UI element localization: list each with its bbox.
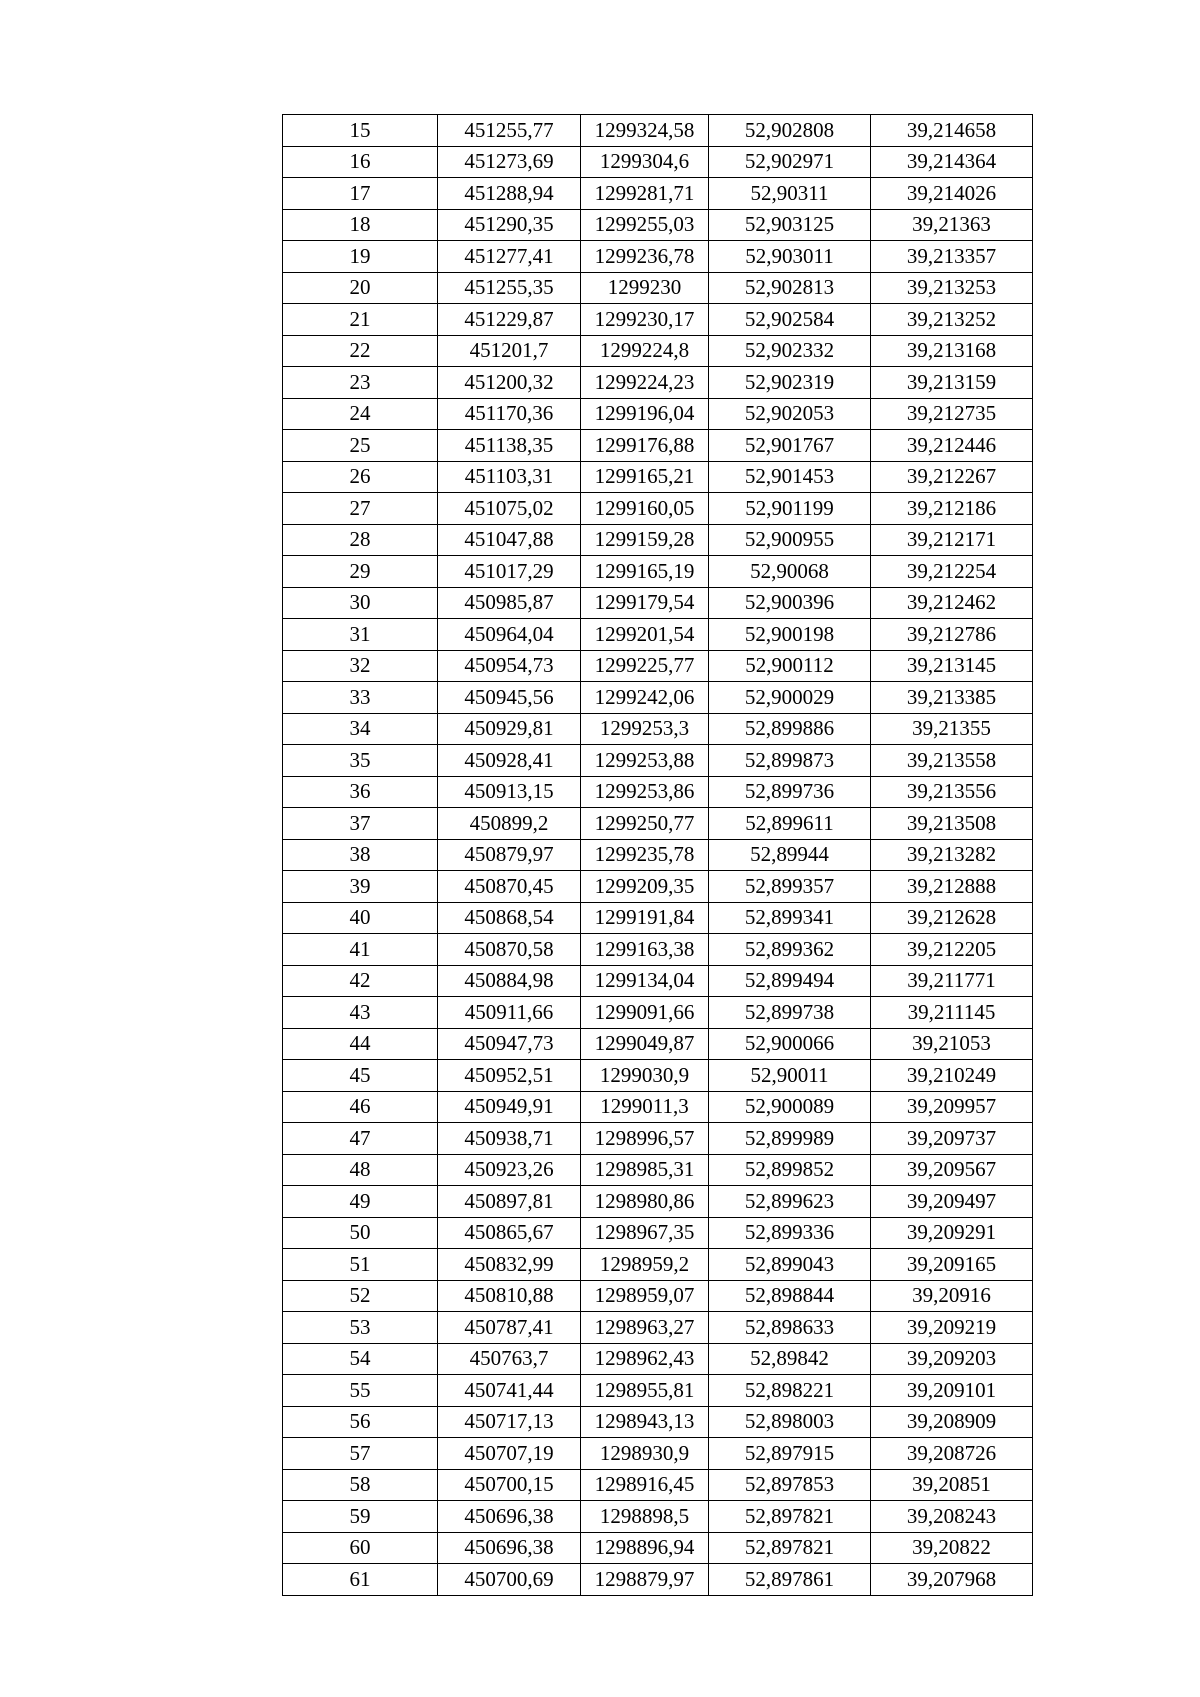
x-coordinate-cell: 451288,94 xyxy=(438,178,581,210)
longitude-cell: 39,214658 xyxy=(871,115,1033,147)
table-row xyxy=(283,713,1033,745)
longitude-cell: 39,21363 xyxy=(871,209,1033,241)
point-number-cell: 19 xyxy=(283,241,438,273)
x-coordinate-cell: 450870,58 xyxy=(438,934,581,966)
latitude-cell: 52,901199 xyxy=(709,493,871,525)
point-number-cell: 53 xyxy=(283,1312,438,1344)
point-number-cell: 58 xyxy=(283,1469,438,1501)
y-coordinate-cell: 1299224,23 xyxy=(581,367,709,399)
latitude-cell: 52,900396 xyxy=(709,587,871,619)
longitude-cell: 39,20851 xyxy=(871,1469,1033,1501)
longitude-cell: 39,212171 xyxy=(871,524,1033,556)
latitude-cell: 52,900112 xyxy=(709,650,871,682)
latitude-cell: 52,897821 xyxy=(709,1501,871,1533)
latitude-cell: 52,90011 xyxy=(709,1060,871,1092)
y-coordinate-cell: 1299134,04 xyxy=(581,965,709,997)
latitude-cell: 52,90311 xyxy=(709,178,871,210)
table-row xyxy=(283,1154,1033,1186)
latitude-cell: 52,902813 xyxy=(709,272,871,304)
longitude-cell: 39,212628 xyxy=(871,902,1033,934)
point-number-cell: 26 xyxy=(283,461,438,493)
point-number-cell: 46 xyxy=(283,1091,438,1123)
y-coordinate-cell: 1299196,04 xyxy=(581,398,709,430)
x-coordinate-cell: 450865,67 xyxy=(438,1217,581,1249)
point-number-cell: 35 xyxy=(283,745,438,777)
table-row xyxy=(283,1469,1033,1501)
longitude-cell: 39,213252 xyxy=(871,304,1033,336)
latitude-cell: 52,901767 xyxy=(709,430,871,462)
longitude-cell: 39,213357 xyxy=(871,241,1033,273)
y-coordinate-cell: 1298963,27 xyxy=(581,1312,709,1344)
longitude-cell: 39,213508 xyxy=(871,808,1033,840)
point-number-cell: 56 xyxy=(283,1406,438,1438)
point-number-cell: 50 xyxy=(283,1217,438,1249)
longitude-cell: 39,209567 xyxy=(871,1154,1033,1186)
y-coordinate-cell: 1299225,77 xyxy=(581,650,709,682)
x-coordinate-cell: 451255,77 xyxy=(438,115,581,147)
latitude-cell: 52,902584 xyxy=(709,304,871,336)
point-number-cell: 54 xyxy=(283,1343,438,1375)
latitude-cell: 52,897853 xyxy=(709,1469,871,1501)
latitude-cell: 52,900029 xyxy=(709,682,871,714)
point-number-cell: 25 xyxy=(283,430,438,462)
longitude-cell: 39,209291 xyxy=(871,1217,1033,1249)
point-number-cell: 27 xyxy=(283,493,438,525)
coordinates-table-body xyxy=(283,115,1033,1596)
table-row xyxy=(283,1123,1033,1155)
y-coordinate-cell: 1298959,07 xyxy=(581,1280,709,1312)
latitude-cell: 52,899852 xyxy=(709,1154,871,1186)
y-coordinate-cell: 1299236,78 xyxy=(581,241,709,273)
x-coordinate-cell: 450707,19 xyxy=(438,1438,581,1470)
point-number-cell: 49 xyxy=(283,1186,438,1218)
point-number-cell: 43 xyxy=(283,997,438,1029)
latitude-cell: 52,899738 xyxy=(709,997,871,1029)
latitude-cell: 52,903125 xyxy=(709,209,871,241)
x-coordinate-cell: 450700,69 xyxy=(438,1564,581,1596)
longitude-cell: 39,213159 xyxy=(871,367,1033,399)
point-number-cell: 30 xyxy=(283,587,438,619)
longitude-cell: 39,210249 xyxy=(871,1060,1033,1092)
longitude-cell: 39,209203 xyxy=(871,1343,1033,1375)
y-coordinate-cell: 1298959,2 xyxy=(581,1249,709,1281)
y-coordinate-cell: 1299191,84 xyxy=(581,902,709,934)
table-row xyxy=(283,398,1033,430)
table-row xyxy=(283,1312,1033,1344)
point-number-cell: 15 xyxy=(283,115,438,147)
point-number-cell: 48 xyxy=(283,1154,438,1186)
point-number-cell: 17 xyxy=(283,178,438,210)
table-row xyxy=(283,619,1033,651)
latitude-cell: 52,899611 xyxy=(709,808,871,840)
y-coordinate-cell: 1299201,54 xyxy=(581,619,709,651)
latitude-cell: 52,900198 xyxy=(709,619,871,651)
y-coordinate-cell: 1298896,94 xyxy=(581,1532,709,1564)
longitude-cell: 39,212254 xyxy=(871,556,1033,588)
table-row xyxy=(283,115,1033,147)
x-coordinate-cell: 450913,15 xyxy=(438,776,581,808)
table-row xyxy=(283,1186,1033,1218)
x-coordinate-cell: 451103,31 xyxy=(438,461,581,493)
table-row xyxy=(283,1280,1033,1312)
y-coordinate-cell: 1299091,66 xyxy=(581,997,709,1029)
table-row xyxy=(283,461,1033,493)
longitude-cell: 39,211771 xyxy=(871,965,1033,997)
longitude-cell: 39,21053 xyxy=(871,1028,1033,1060)
x-coordinate-cell: 450696,38 xyxy=(438,1501,581,1533)
latitude-cell: 52,899043 xyxy=(709,1249,871,1281)
x-coordinate-cell: 450954,73 xyxy=(438,650,581,682)
y-coordinate-cell: 1298943,13 xyxy=(581,1406,709,1438)
point-number-cell: 39 xyxy=(283,871,438,903)
x-coordinate-cell: 451075,02 xyxy=(438,493,581,525)
y-coordinate-cell: 1299230,17 xyxy=(581,304,709,336)
y-coordinate-cell: 1299176,88 xyxy=(581,430,709,462)
table-row xyxy=(283,682,1033,714)
longitude-cell: 39,207968 xyxy=(871,1564,1033,1596)
point-number-cell: 23 xyxy=(283,367,438,399)
x-coordinate-cell: 451138,35 xyxy=(438,430,581,462)
point-number-cell: 44 xyxy=(283,1028,438,1060)
latitude-cell: 52,899873 xyxy=(709,745,871,777)
longitude-cell: 39,213556 xyxy=(871,776,1033,808)
y-coordinate-cell: 1298898,5 xyxy=(581,1501,709,1533)
table-row xyxy=(283,1091,1033,1123)
table-row xyxy=(283,934,1033,966)
longitude-cell: 39,209219 xyxy=(871,1312,1033,1344)
x-coordinate-cell: 450938,71 xyxy=(438,1123,581,1155)
x-coordinate-cell: 450696,38 xyxy=(438,1532,581,1564)
y-coordinate-cell: 1299011,3 xyxy=(581,1091,709,1123)
x-coordinate-cell: 450879,97 xyxy=(438,839,581,871)
longitude-cell: 39,214364 xyxy=(871,146,1033,178)
x-coordinate-cell: 451017,29 xyxy=(438,556,581,588)
table-row xyxy=(283,1217,1033,1249)
table-row xyxy=(283,1564,1033,1596)
x-coordinate-cell: 450964,04 xyxy=(438,619,581,651)
x-coordinate-cell: 451047,88 xyxy=(438,524,581,556)
point-number-cell: 52 xyxy=(283,1280,438,1312)
latitude-cell: 52,899336 xyxy=(709,1217,871,1249)
longitude-cell: 39,212186 xyxy=(871,493,1033,525)
longitude-cell: 39,213282 xyxy=(871,839,1033,871)
x-coordinate-cell: 451290,35 xyxy=(438,209,581,241)
point-number-cell: 51 xyxy=(283,1249,438,1281)
y-coordinate-cell: 1299253,86 xyxy=(581,776,709,808)
y-coordinate-cell: 1299324,58 xyxy=(581,115,709,147)
longitude-cell: 39,212446 xyxy=(871,430,1033,462)
x-coordinate-cell: 450985,87 xyxy=(438,587,581,619)
table-row xyxy=(283,493,1033,525)
latitude-cell: 52,899736 xyxy=(709,776,871,808)
y-coordinate-cell: 1299253,3 xyxy=(581,713,709,745)
y-coordinate-cell: 1298962,43 xyxy=(581,1343,709,1375)
latitude-cell: 52,899623 xyxy=(709,1186,871,1218)
table-row xyxy=(283,146,1033,178)
point-number-cell: 37 xyxy=(283,808,438,840)
latitude-cell: 52,898844 xyxy=(709,1280,871,1312)
table-row xyxy=(283,650,1033,682)
x-coordinate-cell: 450717,13 xyxy=(438,1406,581,1438)
x-coordinate-cell: 451200,32 xyxy=(438,367,581,399)
point-number-cell: 21 xyxy=(283,304,438,336)
longitude-cell: 39,211145 xyxy=(871,997,1033,1029)
y-coordinate-cell: 1299250,77 xyxy=(581,808,709,840)
longitude-cell: 39,208909 xyxy=(871,1406,1033,1438)
x-coordinate-cell: 451201,7 xyxy=(438,335,581,367)
point-number-cell: 18 xyxy=(283,209,438,241)
point-number-cell: 31 xyxy=(283,619,438,651)
latitude-cell: 52,89842 xyxy=(709,1343,871,1375)
table-row xyxy=(283,1532,1033,1564)
coordinates-table xyxy=(282,114,1033,1596)
x-coordinate-cell: 450741,44 xyxy=(438,1375,581,1407)
x-coordinate-cell: 450945,56 xyxy=(438,682,581,714)
latitude-cell: 52,903011 xyxy=(709,241,871,273)
table-row xyxy=(283,902,1033,934)
latitude-cell: 52,899494 xyxy=(709,965,871,997)
y-coordinate-cell: 1298967,35 xyxy=(581,1217,709,1249)
longitude-cell: 39,209957 xyxy=(871,1091,1033,1123)
table-row xyxy=(283,1060,1033,1092)
point-number-cell: 61 xyxy=(283,1564,438,1596)
x-coordinate-cell: 450763,7 xyxy=(438,1343,581,1375)
table-row xyxy=(283,178,1033,210)
latitude-cell: 52,900955 xyxy=(709,524,871,556)
point-number-cell: 42 xyxy=(283,965,438,997)
point-number-cell: 41 xyxy=(283,934,438,966)
point-number-cell: 20 xyxy=(283,272,438,304)
longitude-cell: 39,213168 xyxy=(871,335,1033,367)
latitude-cell: 52,89944 xyxy=(709,839,871,871)
table-row xyxy=(283,1501,1033,1533)
latitude-cell: 52,899362 xyxy=(709,934,871,966)
x-coordinate-cell: 451229,87 xyxy=(438,304,581,336)
table-row xyxy=(283,335,1033,367)
x-coordinate-cell: 451255,35 xyxy=(438,272,581,304)
longitude-cell: 39,213253 xyxy=(871,272,1033,304)
longitude-cell: 39,208726 xyxy=(871,1438,1033,1470)
longitude-cell: 39,212267 xyxy=(871,461,1033,493)
x-coordinate-cell: 450911,66 xyxy=(438,997,581,1029)
longitude-cell: 39,212888 xyxy=(871,871,1033,903)
y-coordinate-cell: 1299165,21 xyxy=(581,461,709,493)
table-row xyxy=(283,556,1033,588)
point-number-cell: 40 xyxy=(283,902,438,934)
longitude-cell: 39,213558 xyxy=(871,745,1033,777)
point-number-cell: 45 xyxy=(283,1060,438,1092)
longitude-cell: 39,212786 xyxy=(871,619,1033,651)
table-row xyxy=(283,587,1033,619)
x-coordinate-cell: 451170,36 xyxy=(438,398,581,430)
x-coordinate-cell: 450884,98 xyxy=(438,965,581,997)
longitude-cell: 39,20822 xyxy=(871,1532,1033,1564)
longitude-cell: 39,213385 xyxy=(871,682,1033,714)
x-coordinate-cell: 451277,41 xyxy=(438,241,581,273)
x-coordinate-cell: 450899,2 xyxy=(438,808,581,840)
y-coordinate-cell: 1298985,31 xyxy=(581,1154,709,1186)
table-row xyxy=(283,1343,1033,1375)
table-row xyxy=(283,871,1033,903)
x-coordinate-cell: 450947,73 xyxy=(438,1028,581,1060)
point-number-cell: 29 xyxy=(283,556,438,588)
table-row xyxy=(283,839,1033,871)
x-coordinate-cell: 450923,26 xyxy=(438,1154,581,1186)
longitude-cell: 39,212735 xyxy=(871,398,1033,430)
x-coordinate-cell: 450700,15 xyxy=(438,1469,581,1501)
point-number-cell: 22 xyxy=(283,335,438,367)
point-number-cell: 38 xyxy=(283,839,438,871)
latitude-cell: 52,902319 xyxy=(709,367,871,399)
x-coordinate-cell: 450897,81 xyxy=(438,1186,581,1218)
longitude-cell: 39,209165 xyxy=(871,1249,1033,1281)
x-coordinate-cell: 450868,54 xyxy=(438,902,581,934)
y-coordinate-cell: 1299163,38 xyxy=(581,934,709,966)
y-coordinate-cell: 1298955,81 xyxy=(581,1375,709,1407)
table-row xyxy=(283,808,1033,840)
longitude-cell: 39,21355 xyxy=(871,713,1033,745)
latitude-cell: 52,898003 xyxy=(709,1406,871,1438)
table-row xyxy=(283,367,1033,399)
y-coordinate-cell: 1298980,86 xyxy=(581,1186,709,1218)
point-number-cell: 33 xyxy=(283,682,438,714)
latitude-cell: 52,899341 xyxy=(709,902,871,934)
latitude-cell: 52,902971 xyxy=(709,146,871,178)
y-coordinate-cell: 1299165,19 xyxy=(581,556,709,588)
x-coordinate-cell: 451273,69 xyxy=(438,146,581,178)
y-coordinate-cell: 1298879,97 xyxy=(581,1564,709,1596)
latitude-cell: 52,898633 xyxy=(709,1312,871,1344)
table-row xyxy=(283,272,1033,304)
longitude-cell: 39,209497 xyxy=(871,1186,1033,1218)
latitude-cell: 52,90068 xyxy=(709,556,871,588)
x-coordinate-cell: 450929,81 xyxy=(438,713,581,745)
y-coordinate-cell: 1299179,54 xyxy=(581,587,709,619)
y-coordinate-cell: 1299209,35 xyxy=(581,871,709,903)
table-row xyxy=(283,430,1033,462)
point-number-cell: 47 xyxy=(283,1123,438,1155)
x-coordinate-cell: 450952,51 xyxy=(438,1060,581,1092)
table-row xyxy=(283,1375,1033,1407)
table-row xyxy=(283,1249,1033,1281)
point-number-cell: 34 xyxy=(283,713,438,745)
y-coordinate-cell: 1298930,9 xyxy=(581,1438,709,1470)
latitude-cell: 52,898221 xyxy=(709,1375,871,1407)
latitude-cell: 52,902808 xyxy=(709,115,871,147)
latitude-cell: 52,899989 xyxy=(709,1123,871,1155)
longitude-cell: 39,214026 xyxy=(871,178,1033,210)
longitude-cell: 39,212205 xyxy=(871,934,1033,966)
y-coordinate-cell: 1299230 xyxy=(581,272,709,304)
y-coordinate-cell: 1299224,8 xyxy=(581,335,709,367)
point-number-cell: 16 xyxy=(283,146,438,178)
latitude-cell: 52,897821 xyxy=(709,1532,871,1564)
table-row xyxy=(283,304,1033,336)
y-coordinate-cell: 1299235,78 xyxy=(581,839,709,871)
longitude-cell: 39,212462 xyxy=(871,587,1033,619)
latitude-cell: 52,902332 xyxy=(709,335,871,367)
longitude-cell: 39,209737 xyxy=(871,1123,1033,1155)
longitude-cell: 39,20916 xyxy=(871,1280,1033,1312)
y-coordinate-cell: 1298916,45 xyxy=(581,1469,709,1501)
latitude-cell: 52,897861 xyxy=(709,1564,871,1596)
table-row xyxy=(283,997,1033,1029)
point-number-cell: 24 xyxy=(283,398,438,430)
point-number-cell: 60 xyxy=(283,1532,438,1564)
x-coordinate-cell: 450949,91 xyxy=(438,1091,581,1123)
point-number-cell: 28 xyxy=(283,524,438,556)
y-coordinate-cell: 1299242,06 xyxy=(581,682,709,714)
point-number-cell: 57 xyxy=(283,1438,438,1470)
point-number-cell: 55 xyxy=(283,1375,438,1407)
x-coordinate-cell: 450870,45 xyxy=(438,871,581,903)
latitude-cell: 52,899886 xyxy=(709,713,871,745)
y-coordinate-cell: 1299304,6 xyxy=(581,146,709,178)
table-row xyxy=(283,209,1033,241)
latitude-cell: 52,902053 xyxy=(709,398,871,430)
y-coordinate-cell: 1299049,87 xyxy=(581,1028,709,1060)
latitude-cell: 52,899357 xyxy=(709,871,871,903)
latitude-cell: 52,900066 xyxy=(709,1028,871,1060)
y-coordinate-cell: 1298996,57 xyxy=(581,1123,709,1155)
table-row xyxy=(283,965,1033,997)
y-coordinate-cell: 1299159,28 xyxy=(581,524,709,556)
y-coordinate-cell: 1299281,71 xyxy=(581,178,709,210)
y-coordinate-cell: 1299253,88 xyxy=(581,745,709,777)
latitude-cell: 52,897915 xyxy=(709,1438,871,1470)
y-coordinate-cell: 1299255,03 xyxy=(581,209,709,241)
x-coordinate-cell: 450928,41 xyxy=(438,745,581,777)
table-row xyxy=(283,1406,1033,1438)
latitude-cell: 52,901453 xyxy=(709,461,871,493)
table-row xyxy=(283,1438,1033,1470)
x-coordinate-cell: 450787,41 xyxy=(438,1312,581,1344)
point-number-cell: 36 xyxy=(283,776,438,808)
x-coordinate-cell: 450810,88 xyxy=(438,1280,581,1312)
longitude-cell: 39,209101 xyxy=(871,1375,1033,1407)
table-row xyxy=(283,776,1033,808)
longitude-cell: 39,208243 xyxy=(871,1501,1033,1533)
point-number-cell: 32 xyxy=(283,650,438,682)
y-coordinate-cell: 1299160,05 xyxy=(581,493,709,525)
y-coordinate-cell: 1299030,9 xyxy=(581,1060,709,1092)
table-row xyxy=(283,745,1033,777)
table-row xyxy=(283,524,1033,556)
x-coordinate-cell: 450832,99 xyxy=(438,1249,581,1281)
longitude-cell: 39,213145 xyxy=(871,650,1033,682)
latitude-cell: 52,900089 xyxy=(709,1091,871,1123)
point-number-cell: 59 xyxy=(283,1501,438,1533)
table-row xyxy=(283,1028,1033,1060)
table-row xyxy=(283,241,1033,273)
